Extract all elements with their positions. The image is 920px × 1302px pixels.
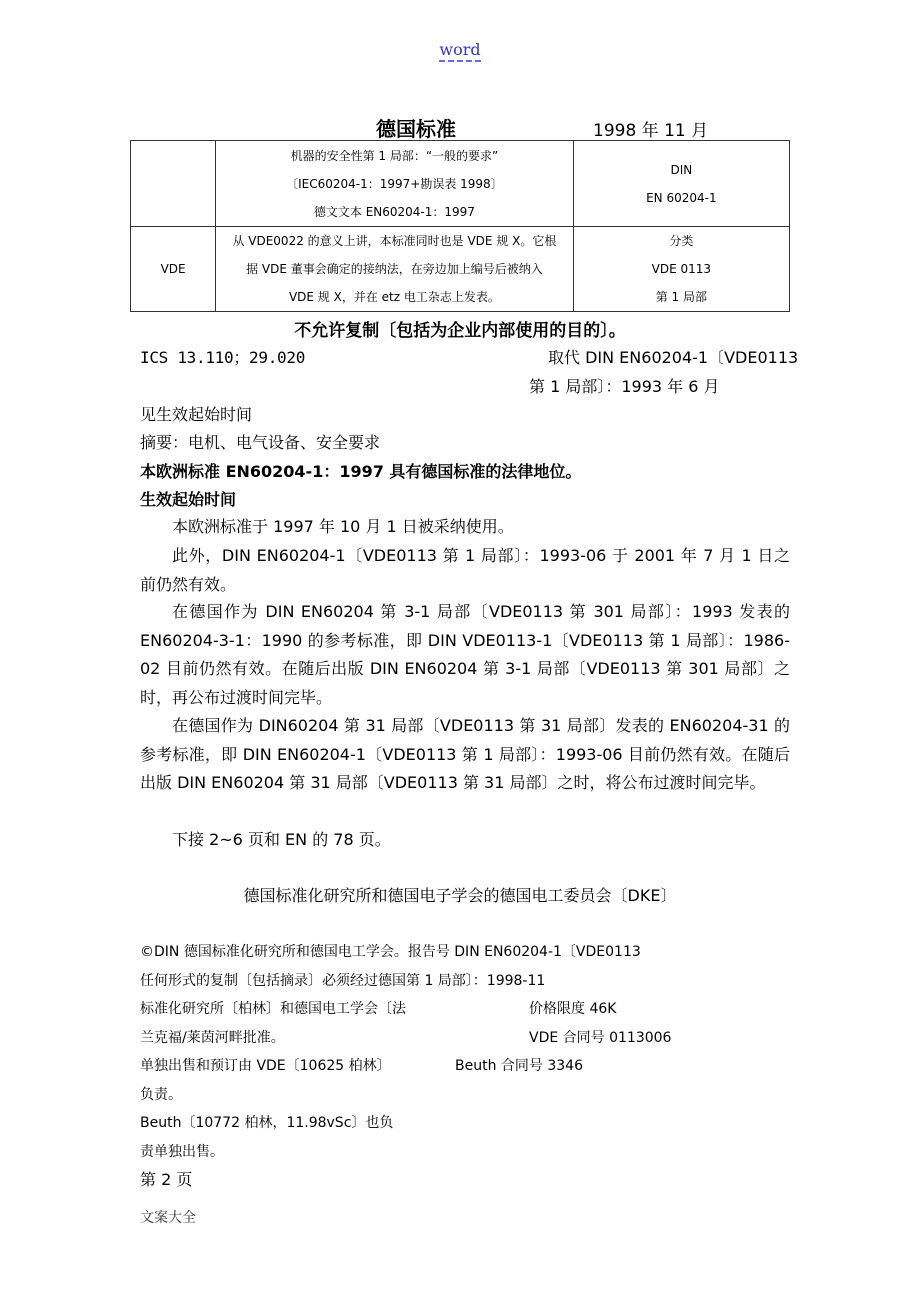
classification-part: 第 1 局部 <box>655 290 707 304</box>
description-line: 据 VDE 董事会确定的接纳法，在旁边加上编号后被纳入 <box>246 262 543 276</box>
beuth-contract-number: Beuth 合同号 3346 <box>455 1058 583 1074</box>
paragraph: 在德国作为 DIN EN60204 第 3-1 局部〔VDE0113 第 301 局部〕：1993 发表的 EN60204-3-1：1990 的参考标准，即 DIN VDE0113-1〔VDE0113 第 1 局部〕：1986-02 目前仍然有效。在随后出版 DIN EN60204 第 3-1 局部〔VDE0113 第 301 局部〕之时，再公布过渡时间完毕。 <box>140 602 790 707</box>
title-line: 〔IEC60204-1：1997+勘误表 1998〕 <box>286 176 503 191</box>
see-effective-date: 见生效起始时间 <box>140 405 253 424</box>
description-line: 从 VDE0022 的意义上讲，本标准同时也是 VDE 规 X。它根 <box>232 234 557 248</box>
document-title: 德国标准 <box>376 117 456 141</box>
copyright-line: 标准化研究所〔柏林〕和德国电工学会〔法 <box>140 1001 406 1017</box>
paragraph: 本欧洲标准于 1997 年 10 月 1 日被采纳使用。 <box>172 517 514 536</box>
copyright-line: 任何形式的复制〔包括摘录〕必须经过德国第 1 局部〕：1998-11 <box>140 973 546 989</box>
table-cell-title <box>216 141 574 227</box>
table-cell-empty <box>131 141 216 227</box>
paragraph: 下接 2~6 页和 EN 的 78 页。 <box>172 830 391 849</box>
description-line: VDE 规 X，并在 etz 电工杂志上发表。 <box>288 290 500 304</box>
dke-committee: 德国标准化研究所和德国电子学会的德国电工委员会〔DKE〕 <box>243 886 677 905</box>
paragraph: 在德国作为 DIN60204 第 31 局部〔VDE0113 第 31 局部〕发表的 EN60204-31 的参考标准，即 DIN EN60204-1〔VDE0113 第 1 局部〕：1993-06 目前仍然有效。在随后出版 DIN EN60204 第 31 局部〔VDE0113 第 31 局部〕之时，将公布过渡时间完毕。 <box>140 716 790 793</box>
table-row <box>131 227 790 312</box>
effective-heading: 生效起始时间 <box>140 490 237 509</box>
no-reprint-notice: 不允许复制〔包括为企业内部使用的目的〕。 <box>294 321 626 341</box>
table-cell-classification <box>573 227 789 312</box>
copyright-line: 兰克福/莱茵河畔批准。 <box>140 1030 285 1046</box>
replaces-line-2: 第 1 局部〕：1993 年 6 月 <box>529 377 720 396</box>
classification-label: 分类 <box>669 234 694 248</box>
page-label: 第 2 页 <box>140 1170 193 1189</box>
copyright-line: 责单独出售。 <box>140 1144 224 1160</box>
ics-code: ICS 13.110；29.020 <box>140 348 306 367</box>
replaces-line-1: 取代 DIN EN60204-1〔VDE0113 <box>548 348 799 367</box>
standard-info-table <box>130 140 790 312</box>
classification-number: VDE 0113 <box>651 262 712 276</box>
document-date: 1998 年 11 月 <box>593 121 709 141</box>
din-number: EN 60204-1 <box>646 190 717 205</box>
copyright-line: 单独出售和预订由 VDE〔10625 柏林〕 <box>140 1058 391 1074</box>
price-limit: 价格限度 46K <box>529 1001 617 1017</box>
copyright-line: 负责。 <box>140 1087 182 1103</box>
abstract: 摘要：电机、电气设备、安全要求 <box>140 433 381 452</box>
paragraph: 此外，DIN EN60204-1〔VDE0113 第 1 局部〕：1993-06 于 2001 年 7 月 1 日之前仍然有效。 <box>140 546 790 594</box>
copyright-line: ©DIN 德国标准化研究所和德国电工学会。报告号 DIN EN60204-1〔VDE0113 <box>140 944 641 960</box>
table-cell-din <box>573 141 789 227</box>
footer-text: 文案大全 <box>140 1210 196 1226</box>
copyright-line: Beuth〔10772 柏林，11.98vSc〕也负 <box>140 1115 394 1131</box>
table-cell-vde-description <box>216 227 574 312</box>
table-row <box>131 141 790 227</box>
title-line: 德文文本 EN60204-1：1997 <box>313 204 475 219</box>
title-line: 机器的安全性第 1 局部：“一般的要求” <box>290 148 499 163</box>
legal-status: 本欧洲标准 EN60204-1：1997 具有德国标准的法律地位。 <box>140 462 582 481</box>
vde-contract-number: VDE 合同号 0113006 <box>529 1030 672 1046</box>
din-label: DIN <box>670 162 693 177</box>
word-link-text[interactable]: word <box>439 40 480 62</box>
header-word-link[interactable] <box>0 40 920 59</box>
table-cell-vde: VDE <box>131 227 216 312</box>
